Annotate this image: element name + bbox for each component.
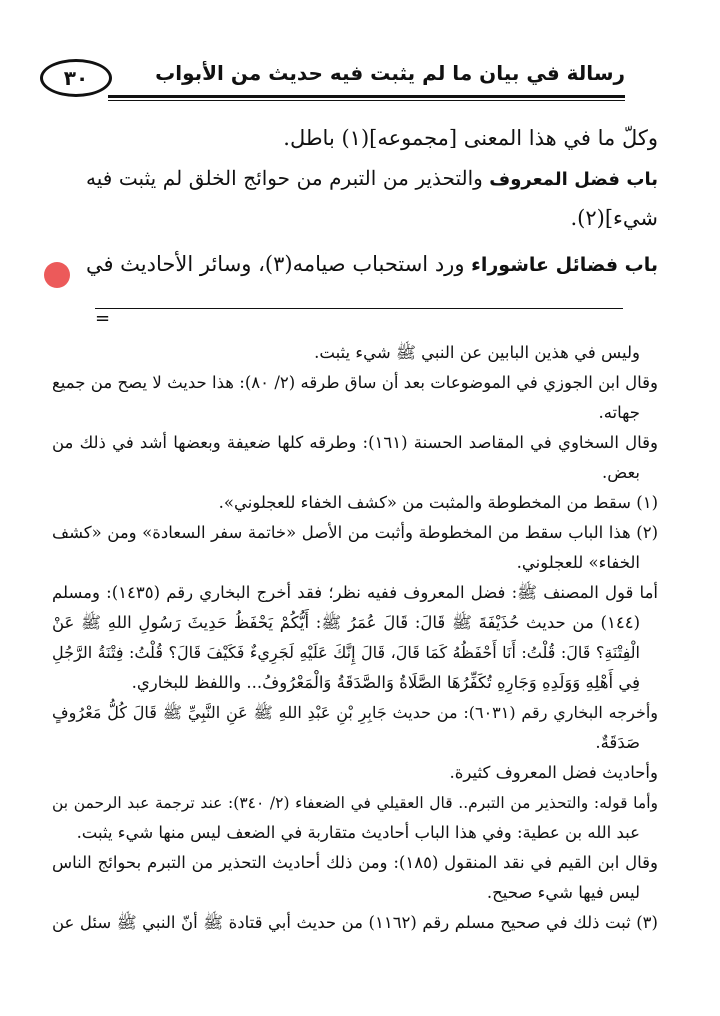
header-rule [108,95,625,98]
running-title: رسالة في بيان ما لم يثبت فيه حديث من الأبواب [155,61,625,85]
header-rule-thin [108,100,625,101]
footnotes [52,338,658,938]
highlight-marker-dot [44,262,70,288]
footnote-line: وقال ابن الجوزي في الموضوعات بعد أن ساق طرقه (٢/ ٨٠): هذا حديث لا يصح من جميع [52,373,658,392]
page-number: ٣٠ [63,66,89,90]
footnote-line: فِي أَهْلِهِ وَوَلَدِهِ وَجَارِهِ تُكَفِّرُهَا الصَّلَاةُ وَالصَّدَقَةُ وَالْمَعْرُوفُ... واللفظ للبخاري. [131,673,640,692]
footnote-line: أما قول المصنف ﷺ: فضل المعروف ففيه نظر؛ فقد أخرج البخاري رقم (١٤٣٥): ومسلم [52,583,658,602]
main-text [86,118,658,284]
footnote-line: وأخرجه البخاري رقم (٦٠٣١): من حديث جَابِرِ بْنِ عَبْدِ اللهِ ﷺ عَنِ النَّبِيِّ ﷺ قَالَ كُلُّ مَعْرُوفٍ [52,703,658,722]
footnote-line: (١) سقط من المخطوطة والمثبت من «كشف الخفاء للعجلوني». [218,493,658,512]
footnote-continuation-mark: = [95,308,111,329]
main-line-4: باب فضائل عاشوراء ورد استحباب صيامه(٣)، وسائر الأحاديث في [86,252,658,276]
footnote-line: وقال ابن القيم في نقد المنقول (١٨٥): ومن ذلك أحاديث التحذير من التبرم بحوائج الناس [52,853,658,872]
footnote-separator-rule [95,308,623,309]
footnote-line: ليس فيها شيء صحيح. [486,883,640,902]
footnote-line: وقال السخاوي في المقاصد الحسنة (١٦١): وطرقه كلها ضعيفة وبعضها أشد في ذلك من [52,433,658,452]
footnote-line: (٢) هذا الباب سقط من المخطوطة وأثبت من الأصل «خاتمة سفر السعادة» ومن «كشف [52,523,658,542]
footnote-line: عبد الله بن عطية: وفي هذا الباب أحاديث متقاربة في الضعف ليس منها شيء يثبت. [76,823,640,842]
footnote-line: (٣) ثبت ذلك في صحيح مسلم رقم (١١٦٢) من حديث أبي قتادة ﷺ أنّ النبي ﷺ سئل عن [52,913,658,932]
footnote-line: وأحاديث فضل المعروف كثيرة. [449,763,658,782]
footnote-line: صَدَقَةٌ. [595,733,640,752]
footnote-line: بعض. [601,463,640,482]
main-line-1: وكلّ ما في هذا المعنى [مجموعه](١) باطل. [283,126,658,150]
footnote-line: (١٤٤) من حديث حُذَيْفَةَ ﷺ قَالَ: قَالَ عُمَرُ ﷺ: أَيُّكُمْ يَحْفَظُ حَدِيثَ رَسُولِ اللهِ ﷺ عَنْ [52,613,640,632]
footnote-line: وأما قوله: والتحذير من التبرم.. قال العقيلي في الضعفاء (٢/ ٣٤٠): عند ترجمة عبد الرحمن بن [52,794,658,812]
main-line-2: باب فضل المعروف والتحذير من التبرم من حوائج الخلق لم يثبت فيه [86,166,658,190]
footnote-line: جهاته. [598,403,640,422]
main-line-3: شيء](٢). [570,206,658,230]
page-number-badge [40,59,112,97]
page-header [40,55,625,105]
footnote-line: وليس في هذين البابين عن النبي ﷺ شيء يثبت. [314,343,640,362]
footnote-line: الخفاء» للعجلوني. [516,553,640,572]
footnote-line: الْفِتْنَةِ؟ قَالَ: قُلْتُ: أَنَا أَحْفَظُهُ كَمَا قَالَ، قَالَ إِنَّكَ عَلَيْهِ لَجَرِيءٌ فَكَيْفَ قَالَ؟ قُلْتُ: فِتْنَةُ الرَّجُلِ [52,643,640,662]
